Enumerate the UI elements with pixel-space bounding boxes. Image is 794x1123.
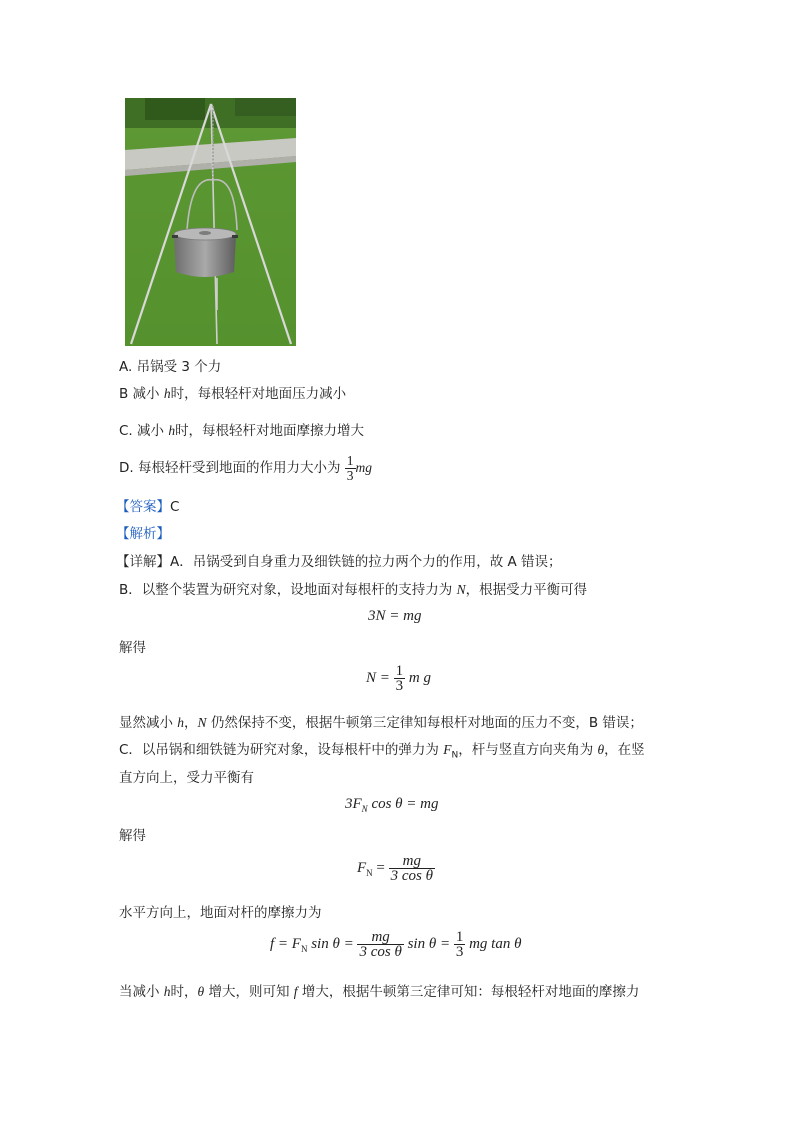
eq2-rhs: m g bbox=[408, 669, 431, 686]
tripod-pot-photo bbox=[125, 98, 296, 346]
equation-1: 3N = mg bbox=[368, 608, 422, 624]
line7-c: 增大，则可知 bbox=[204, 984, 294, 1000]
line4-a: C．以吊锅和细铁链为研究对象，设每根杆中的弹力为 bbox=[119, 742, 444, 758]
eq5-d: mg tan θ bbox=[469, 935, 522, 952]
option-c bbox=[119, 421, 364, 441]
subscript-N: N bbox=[451, 750, 459, 761]
subscript-N: N bbox=[366, 867, 373, 878]
var-h: h bbox=[168, 423, 176, 438]
line2-suffix: ，根据受力平衡可得 bbox=[465, 582, 588, 598]
line3-c: 仍然保持不变，根据牛顿第三定律知每根杆对地面的压力不变，B 错误； bbox=[206, 715, 643, 731]
detail-line-6: 水平方向上，地面对杆的摩擦力为 bbox=[119, 905, 322, 921]
option-d-suffix: mg bbox=[355, 460, 373, 475]
line2-prefix: B．以整个装置为研究对象，设地面对每根杆的支持力为 bbox=[119, 582, 457, 598]
var-f: f bbox=[293, 984, 298, 999]
eq4-fraction bbox=[389, 854, 435, 883]
solve-label-1: 解得 bbox=[119, 640, 146, 656]
var-h: h bbox=[177, 715, 185, 730]
eq4-equals: = bbox=[372, 859, 385, 876]
answer-value: C bbox=[170, 499, 180, 515]
detail-label: 【详解】 bbox=[116, 554, 170, 570]
detail-line-5: 直方向上，受力平衡有 bbox=[119, 770, 254, 786]
option-d-prefix: D. 每根轻杆受到地面的作用力大小为 bbox=[119, 460, 345, 476]
frac-denominator: 3 bbox=[455, 944, 464, 960]
line7-d: 增大，根据牛顿第三定律可知：每根轻杆对地面的摩擦力 bbox=[297, 984, 640, 1000]
option-b-suffix: 时，每根轻杆对地面压力减小 bbox=[170, 386, 347, 402]
frac-denominator: 3 bbox=[395, 678, 404, 694]
line4-b: ，杆与竖直方向夹角为 bbox=[458, 742, 598, 758]
frac-numerator: 1 bbox=[346, 452, 354, 468]
detail-line-1 bbox=[116, 552, 562, 572]
answer-label: 【答案】 bbox=[116, 499, 170, 515]
detail-text-a: A．吊锅受到自身重力及细铁链的拉力两个力的作用，故 A 错误； bbox=[170, 554, 562, 570]
equation-2 bbox=[366, 664, 431, 693]
detail-line-4 bbox=[119, 740, 645, 766]
frac-numerator: mg bbox=[357, 930, 403, 945]
frac-denominator: 3 cos θ bbox=[390, 868, 434, 884]
var-N: N bbox=[456, 582, 466, 597]
equation-3 bbox=[345, 796, 439, 814]
eq3-rest: cos θ = mg bbox=[367, 796, 439, 812]
line7-b: 时， bbox=[170, 984, 198, 1000]
detail-line-7 bbox=[119, 982, 639, 1002]
frac-numerator: 1 bbox=[455, 929, 464, 945]
var-theta: θ bbox=[597, 742, 605, 757]
eq5-c: sin θ = bbox=[407, 935, 451, 952]
var-h: h bbox=[163, 984, 171, 999]
eq5-a: f = F bbox=[270, 935, 301, 952]
answer-line bbox=[116, 497, 179, 517]
var-N: N bbox=[197, 715, 207, 730]
var-theta: θ bbox=[197, 984, 205, 999]
eq5-fraction-2 bbox=[454, 930, 466, 959]
analysis-label: 【解析】 bbox=[116, 526, 170, 542]
option-c-prefix: C. 减小 bbox=[119, 423, 169, 439]
subscript-N: N bbox=[300, 943, 308, 954]
var-F: F bbox=[443, 742, 452, 757]
eq5-fraction-1 bbox=[357, 930, 403, 959]
frac-numerator: mg bbox=[389, 854, 435, 869]
detail-line-3 bbox=[119, 713, 643, 733]
var-h: h bbox=[163, 386, 171, 401]
option-b-prefix: B 减小 bbox=[119, 386, 164, 402]
frac-denominator: 3 bbox=[346, 467, 354, 483]
option-c-suffix: 时，每根轻杆对地面摩擦力增大 bbox=[175, 423, 365, 439]
fraction-one-third bbox=[345, 454, 356, 483]
frac-numerator: 1 bbox=[395, 663, 404, 679]
line7-a: 当减小 bbox=[119, 984, 164, 1000]
eq2-lhs: N = bbox=[366, 669, 390, 686]
equation-5 bbox=[270, 930, 521, 959]
detail-line-2 bbox=[119, 580, 587, 600]
line3-a: 显然减小 bbox=[119, 715, 178, 731]
frac-denominator: 3 cos θ bbox=[359, 944, 402, 960]
option-a: A. 吊锅受 3 个力 bbox=[119, 359, 222, 375]
eq4-F: F bbox=[357, 859, 367, 876]
subscript-N: N bbox=[361, 804, 368, 814]
eq3-a: 3F bbox=[345, 796, 362, 812]
eq2-fraction bbox=[394, 664, 406, 693]
solve-label-2: 解得 bbox=[119, 828, 146, 844]
option-b bbox=[119, 384, 346, 404]
equation-4 bbox=[357, 854, 435, 883]
eq5-b: sin θ = bbox=[307, 935, 354, 952]
line3-b: ， bbox=[184, 715, 198, 731]
option-d bbox=[119, 452, 372, 484]
line4-c: ，在竖 bbox=[604, 742, 645, 758]
